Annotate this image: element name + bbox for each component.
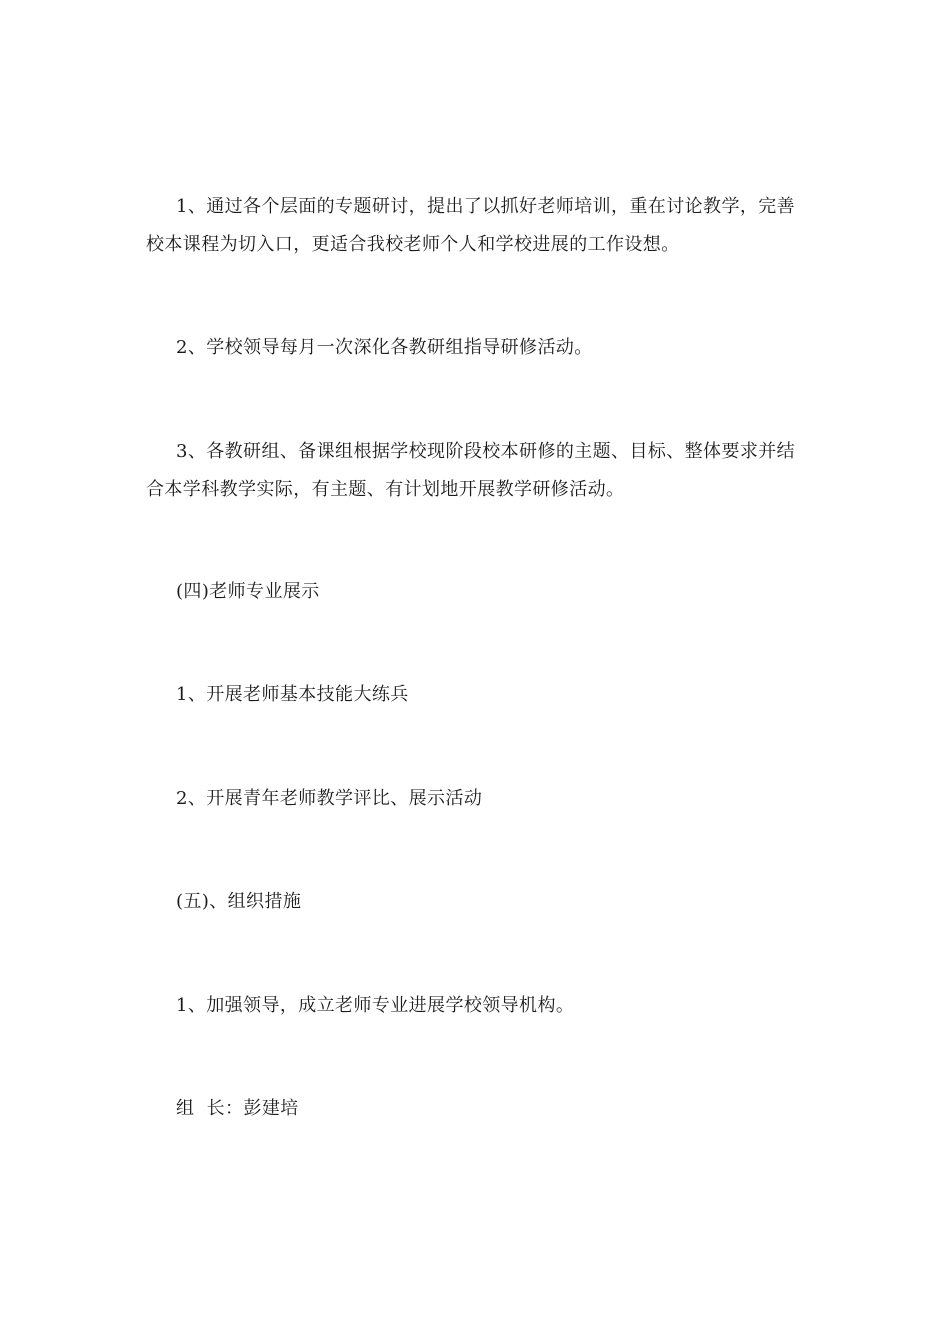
- paragraph-group-leader: 组 长：彭建培: [176, 1098, 299, 1119]
- paragraph-research-group-activities: 3、各教研组、备课组根据学校现阶段校本研修的主题、目标、整体要求并结合本学科教学实际，有主题、有计划地开展教学研修活动。: [146, 441, 796, 500]
- paragraph-strengthen-leadership: 1、加强领导，成立老师专业进展学校领导机构。: [176, 995, 575, 1016]
- paragraph-basic-skills-drill: 1、开展老师基本技能大练兵: [176, 684, 409, 705]
- paragraph-monthly-leadership-guidance: 2、学校领导每月一次深化各教研组指导研修活动。: [176, 337, 593, 358]
- paragraph-young-teacher-evaluation: 2、开展青年老师教学评比、展示活动: [176, 788, 483, 809]
- paragraph-teacher-training-plan: 1、通过各个层面的专题研讨，提出了以抓好老师培训，重在讨论教学，完善校本课程为切入口，更适合我校老师个人和学校进展的工作设想。: [146, 196, 796, 255]
- section-heading-organizational-measures: (五)、组织措施: [176, 891, 302, 912]
- section-heading-teacher-showcase: (四)老师专业展示: [176, 581, 320, 602]
